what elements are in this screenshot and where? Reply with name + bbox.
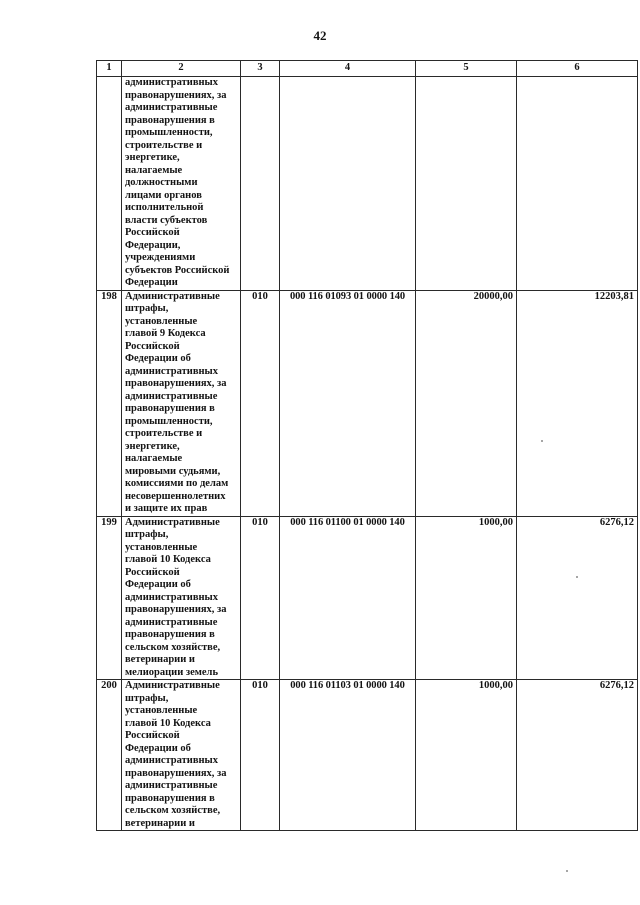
row-name-line: Российской — [125, 227, 180, 238]
row-name-line: правонарушения в — [125, 792, 215, 804]
row-name-line: административных — [125, 77, 219, 88]
scan-speck — [541, 440, 543, 442]
header-col-6: 6 — [517, 61, 638, 77]
row-budget-code: 000 116 01103 01 0000 140 — [280, 680, 416, 831]
row-budget-code — [280, 77, 416, 291]
header-col-4: 4 — [280, 61, 416, 77]
row-name-line: строительстве и — [125, 139, 203, 151]
row-line-code: 010 — [241, 680, 280, 831]
header-col-3: 3 — [241, 61, 280, 77]
row-number: 198 — [97, 290, 122, 516]
row-actual-amount: 12203,81 — [517, 290, 638, 516]
row-name-line: ветеринарии и — [125, 654, 195, 665]
row-name-line: налагаемые — [125, 453, 183, 464]
row-name-line: правонарушениях, за — [125, 89, 227, 101]
row-name-line: главой 10 Кодекса — [125, 554, 211, 565]
row-name-line: Административные — [125, 680, 220, 691]
row-plan-amount: 1000,00 — [416, 680, 517, 831]
row-name-line: ветеринарии и — [125, 817, 195, 829]
row-name-line: штрафы, — [125, 692, 169, 704]
row-name — [122, 516, 241, 680]
row-line-code — [241, 77, 280, 291]
row-name-line: главой 9 Кодекса — [125, 328, 206, 339]
row-name-line: мировыми судьями, — [125, 465, 221, 477]
row-actual-amount — [517, 77, 638, 291]
row-plan-amount — [416, 77, 517, 291]
row-name-line: установленные — [125, 541, 198, 553]
row-actual-amount: 6276,12 — [517, 516, 638, 680]
row-name-line: энергетике, — [125, 152, 180, 163]
row-name-line: административные — [125, 780, 218, 791]
row-name-line: сельском хозяйстве, — [125, 641, 221, 653]
scan-speck — [576, 576, 578, 578]
row-name-line: административные — [125, 616, 218, 628]
row-name-line: правонарушениях, за — [125, 604, 227, 615]
row-name-line: налагаемые — [125, 164, 183, 176]
row-name-line: субъектов Российской — [125, 264, 230, 276]
row-line-code: 010 — [241, 516, 280, 680]
row-name-line: правонарушениях, за — [125, 378, 227, 389]
row-name-line: правонарушения в — [125, 629, 215, 640]
budget-table — [96, 60, 638, 831]
header-row — [97, 61, 638, 77]
scan-speck — [566, 870, 568, 872]
row-name-line: административных — [125, 365, 219, 377]
table-row — [97, 290, 638, 516]
row-name-line: установленные — [125, 705, 198, 716]
table-row — [97, 516, 638, 680]
row-name-line: Федерации об — [125, 579, 191, 590]
row-name-line: сельском хозяйстве, — [125, 805, 221, 816]
row-name-line: промышленности, — [125, 127, 213, 138]
header-col-5: 5 — [416, 61, 517, 77]
row-name-line: лицами органов — [125, 189, 202, 201]
row-name-line: Федерации об — [125, 742, 191, 754]
table-row — [97, 680, 638, 831]
row-name-line: и защите их прав — [125, 503, 208, 514]
row-budget-code: 000 116 01100 01 0000 140 — [280, 516, 416, 680]
row-name-line: власти субъектов — [125, 214, 208, 226]
row-name-line: штрафы, — [125, 529, 169, 540]
row-name-line: правонарушения в — [125, 114, 215, 126]
row-name-line: административных — [125, 591, 219, 603]
row-plan-amount: 1000,00 — [416, 516, 517, 680]
row-actual-amount: 6276,12 — [517, 680, 638, 831]
table-body — [97, 77, 638, 831]
row-name-line: энергетике, — [125, 440, 180, 452]
row-name-line: Административные — [125, 290, 220, 302]
row-name-line: Российской — [125, 566, 180, 578]
page-number: 42 — [313, 28, 327, 43]
row-name-line: административные — [125, 102, 218, 113]
row-name-line: Российской — [125, 340, 180, 352]
row-number — [97, 77, 122, 291]
row-plan-amount: 20000,00 — [416, 290, 517, 516]
row-number: 199 — [97, 516, 122, 680]
row-name-line: установленные — [125, 315, 198, 327]
row-name-line: главой 10 Кодекса — [125, 717, 211, 729]
table-row — [97, 77, 638, 291]
row-name-line: штрафы, — [125, 303, 169, 314]
row-name-line: Федерации об — [125, 353, 191, 364]
row-name — [122, 680, 241, 831]
row-name — [122, 77, 241, 291]
row-name-line: административные — [125, 390, 218, 402]
row-name-line: промышленности, — [125, 415, 213, 427]
row-name-line: несовершеннолетних — [125, 490, 226, 502]
header-col-1: 1 — [97, 61, 122, 77]
row-budget-code: 000 116 01093 01 0000 140 — [280, 290, 416, 516]
header-col-2: 2 — [122, 61, 241, 77]
row-name-line: Федерации — [125, 277, 178, 288]
row-line-code: 010 — [241, 290, 280, 516]
row-name-line: правонарушениях, за — [125, 767, 227, 779]
row-name-line: строительстве и — [125, 428, 203, 439]
row-name-line: учреждениями — [125, 252, 196, 263]
row-name-line: правонарушения в — [125, 403, 215, 414]
row-name-line: Российской — [125, 730, 180, 741]
row-name-line: мелиорации земель — [125, 666, 219, 678]
row-name-line: административных — [125, 755, 219, 766]
row-name-line: Административные — [125, 516, 220, 528]
row-name-line: комиссиями по делам — [125, 478, 229, 489]
row-name-line: Федерации, — [125, 239, 181, 251]
row-number: 200 — [97, 680, 122, 831]
row-name-line: исполнительной — [125, 202, 204, 213]
row-name-line: должностными — [125, 177, 198, 188]
row-name — [122, 290, 241, 516]
